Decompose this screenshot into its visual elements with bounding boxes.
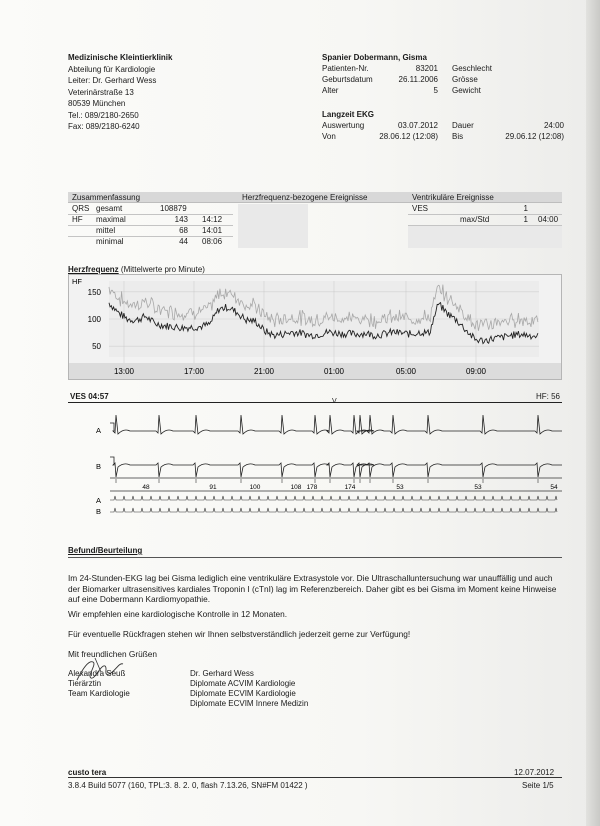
clinic-tel: Tel.: 089/2180-2650 [68, 110, 139, 120]
ventricular-empty-cell [408, 226, 562, 248]
rr-interval-label: 178 [306, 484, 318, 491]
dauer-value: 24:00 [543, 121, 564, 130]
ekg-title: Langzeit EKG [322, 110, 375, 119]
footer-build: 3.8.4 Build 5077 (160, TPL:3. 8. 2. 0, flash 7.13.26, SN#FM 01422 ) [68, 781, 308, 790]
ves-strip-hf: HF: 56 [535, 392, 560, 401]
rr-interval-label: 108 [290, 484, 302, 491]
patient-block [322, 53, 567, 193]
greeting: Mit freundlichen Grüßen [68, 649, 158, 659]
ecg-lead-a [110, 415, 562, 434]
rr-interval-label: 53 [474, 484, 482, 491]
hr-events-heading: Herzfrequenz-bezogene Ereignisse [242, 193, 368, 202]
min-time: 08:06 [202, 237, 223, 246]
hf-label: HF [72, 215, 83, 224]
ecg-lead-b-label: B [96, 462, 102, 471]
patient-name: Spanier Dobermann, Gisma [322, 53, 427, 62]
dauer-label: Dauer [452, 121, 474, 130]
befund-paragraph-1: Im 24-Stunden-EKG lag bei Gisma lediglich eine ventrikuläre Extrasystole vor. Die Ultraschalluntersuchung war unauffällig und auch der Biomarker ultrasensitives kardiales Troponin I (cTnI) lag im Referenzbereich. Daher gibt es bei Gisma im Moment keine Hinweise auf eine Dobermann Kardiomyopathie. [68, 573, 557, 604]
hr-x-tick: 13:00 [113, 367, 135, 376]
dob-value: 26.11.2006 [398, 75, 438, 84]
mittel-label: mittel [96, 226, 116, 235]
rr-interval-label: 53 [396, 484, 404, 491]
footer-date: 12.07.2012 [514, 768, 555, 777]
summary-heading: Zusammenfassung [72, 193, 141, 202]
mittel-value: 68 [179, 226, 188, 235]
ventricular-heading: Ventrikuläre Ereignisse [412, 193, 494, 202]
patient-nr-value: 83201 [415, 64, 438, 73]
auswertung-value: 03.07.2012 [397, 121, 438, 130]
sig2-role1: Diplomate ACVIM Kardiologie [190, 679, 296, 688]
ves-value: 1 [523, 204, 528, 213]
ves-marker: V [332, 398, 337, 405]
scan-edge-shadow [586, 0, 600, 826]
rr-interval-label: 48 [142, 484, 150, 491]
auswertung-label: Auswertung [322, 121, 365, 130]
footer-brand: custo tera [68, 768, 107, 777]
hr-x-tick: 01:00 [323, 367, 345, 376]
maxstd-time: 04:00 [538, 215, 559, 224]
ves-strip-header [68, 392, 562, 403]
rr-interval-label: 54 [550, 484, 558, 491]
ecg-mini-a-label: A [96, 496, 102, 505]
hr-x-tick: 09:00 [465, 367, 487, 376]
hr-y-tick: 50 [92, 342, 101, 352]
sig2-role3: Diplomate ECVIM Innere Medizin [190, 699, 309, 708]
befund-paragraph-2: Wir empfehlen eine kardiologische Kontrolle in 12 Monaten. [68, 609, 288, 619]
hr-x-tick: 21:00 [253, 367, 275, 376]
befund-paragraph-3: Für eventuelle Rückfragen stehen wir Ihnen selbstverständlich jederzeit gerne zur Verfügung! [68, 629, 411, 639]
ecg-mini-b-label: B [96, 507, 102, 516]
gesamt-value: 108879 [160, 204, 187, 213]
hr-y-tick: 150 [87, 287, 101, 297]
footer-page: Seite 1/5 [522, 781, 554, 790]
bis-label: Bis [452, 132, 464, 141]
ves-label: VES [412, 204, 429, 213]
qrs-label: QRS [72, 204, 90, 213]
patient-nr-label: Patienten-Nr. [322, 64, 369, 73]
hr-x-tick: 05:00 [395, 367, 417, 376]
von-label: Von [322, 132, 336, 141]
rr-interval-label: 91 [209, 484, 217, 491]
max-label: maximal [96, 215, 126, 224]
clinic-block [68, 53, 172, 134]
hr-x-tick: 17:00 [183, 367, 205, 376]
bis-value: 29.06.12 (12:08) [505, 132, 564, 141]
maxstd-value: 1 [523, 215, 528, 224]
size-label: Grösse [452, 75, 478, 84]
clinic-name: Medizinische Kleintierklinik [68, 53, 173, 62]
hr-chart-svg [69, 275, 561, 379]
ecg-lead-a-label: A [96, 426, 102, 435]
weight-label: Gewicht [452, 86, 481, 95]
befund-title: Befund/Beurteilung [68, 546, 143, 555]
hr-subtitle: (Mittelwerte pro Minute) [120, 265, 205, 274]
rr-interval-label: 174 [344, 484, 356, 491]
min-value: 44 [179, 237, 188, 246]
sig1-name: Alexandra Seuß [68, 669, 126, 678]
ves-strip-title: VES 04:57 [70, 392, 109, 401]
hr-events-cell [238, 204, 308, 248]
mittel-time: 14:01 [202, 226, 223, 235]
max-value: 143 [174, 215, 188, 224]
summary-table [68, 192, 562, 250]
min-label: minimal [96, 237, 124, 246]
age-value: 5 [433, 86, 438, 95]
ecg-strip [68, 403, 562, 519]
age-label: Alter [322, 86, 339, 95]
dob-label: Geburtsdatum [322, 75, 373, 84]
clinic-city: 80539 München [68, 99, 126, 108]
clinic-department: Abteilung für Kardiologie [68, 64, 156, 74]
hr-chart [68, 274, 562, 380]
sig2-name: Dr. Gerhard Wess [190, 669, 254, 678]
rr-interval-label: 100 [249, 484, 261, 491]
max-time: 14:12 [202, 215, 223, 224]
hr-axis-label: HF [72, 277, 82, 286]
ecg-lead-b [110, 457, 562, 477]
clinic-fax: Fax: 089/2180-6240 [68, 122, 140, 131]
sig1-role2: Team Kardiologie [68, 689, 130, 698]
hr-title: Herzfrequenz [68, 265, 119, 274]
sig1-role1: Tierärztin [68, 679, 102, 688]
gesamt-label: gesamt [96, 204, 123, 213]
clinic-street: Veterinärstraße 13 [68, 87, 134, 97]
clinic-head: Leiter: Dr. Gerhard Wess [68, 76, 157, 85]
hr-y-tick: 100 [87, 315, 101, 324]
von-value: 28.06.12 (12:08) [379, 132, 438, 141]
sex-label: Geschlecht [452, 64, 493, 73]
sig2-role2: Diplomate ECVIM Kardiologie [190, 689, 296, 698]
maxstd-label: max/Std [460, 215, 490, 224]
